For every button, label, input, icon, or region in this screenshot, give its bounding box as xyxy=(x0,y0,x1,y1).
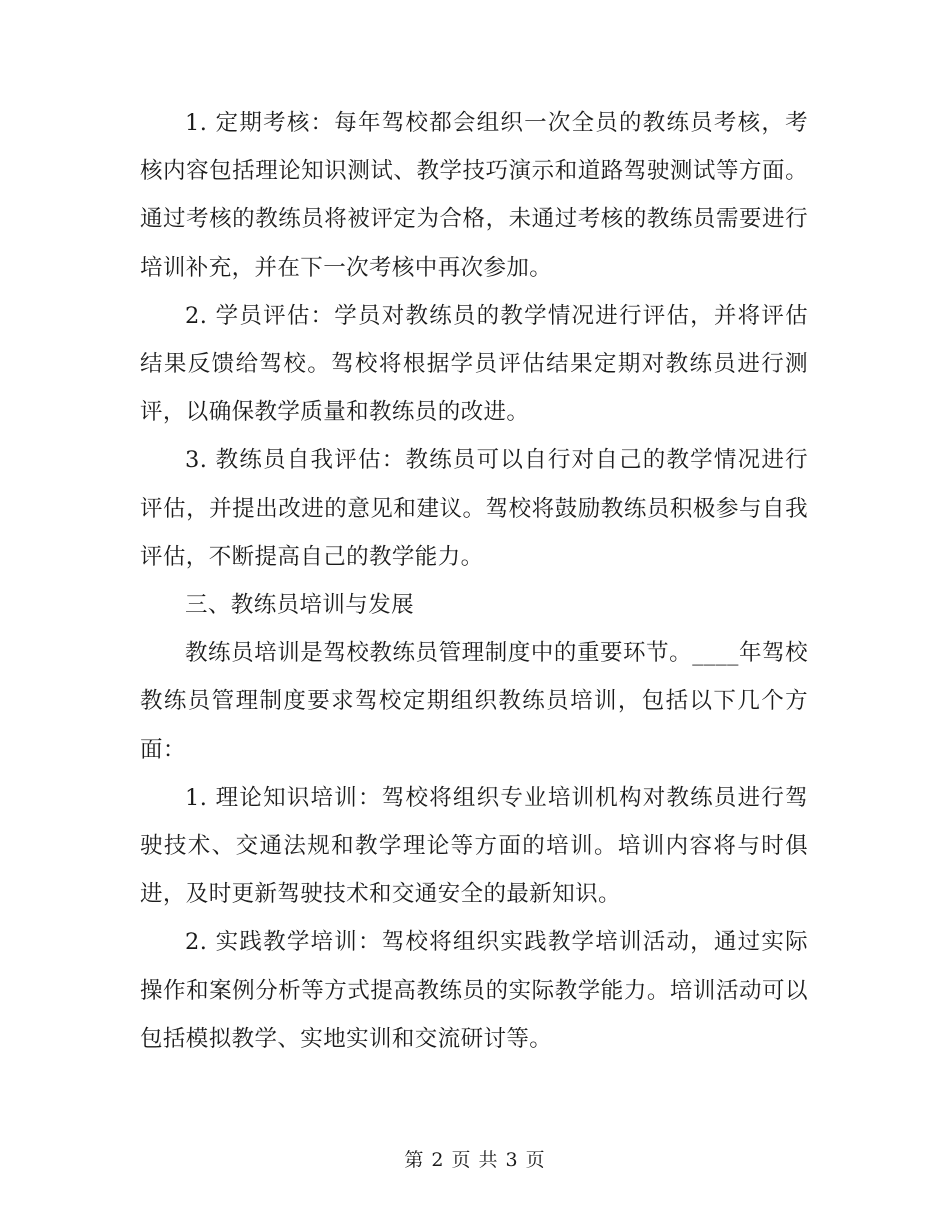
paragraph-theory-training: 1. 理论知识培训：驾校将组织专业培训机构对教练员进行驾驶技术、交通法规和教学理论等方面的培训。培训内容将与时俱进，及时更新驾驶技术和交通安全的最新知识。 xyxy=(140,784,808,908)
paragraph-student-evaluation: 2. 学员评估：学员对教练员的教学情况进行评估，并将评估结果反馈给驾校。驾校将根据学员评估结果定期对教练员进行测评，以确保教学质量和教练员的改进。 xyxy=(140,302,808,426)
paragraph-training-intro: 教练员培训是驾校教练员管理制度中的重要环节。____年驾校教练员管理制度要求驾校定期组织教练员培训，包括以下几个方面： xyxy=(140,640,808,763)
paragraph-practical-training: 2. 实践教学培训：驾校将组织实践教学培训活动，通过实际操作和案例分析等方式提高教练员的实际教学能力。培训活动可以包括模拟教学、实地实训和交流研讨等。 xyxy=(140,929,808,1052)
paragraph-self-evaluation: 3. 教练员自我评估：教练员可以自行对自己的教学情况进行评估，并提出改进的意见和建议。驾校将鼓励教练员积极参与自我评估，不断提高自己的教学能力。 xyxy=(140,447,808,570)
page-number-footer: 第 2 页 共 3 页 xyxy=(404,1149,546,1171)
section-heading-training: 三、教练员培训与发展 xyxy=(185,592,415,619)
paragraph-periodic-assessment: 1. 定期考核：每年驾校都会组织一次全员的教练员考核，考核内容包括理论知识测试、教学技巧演示和道路驾驶测试等方面。通过考核的教练员将被评定为合格，未通过考核的教练员需要进行培训补充，并在下一次考核中再次参加。 xyxy=(140,110,808,281)
document-body xyxy=(140,99,808,1063)
